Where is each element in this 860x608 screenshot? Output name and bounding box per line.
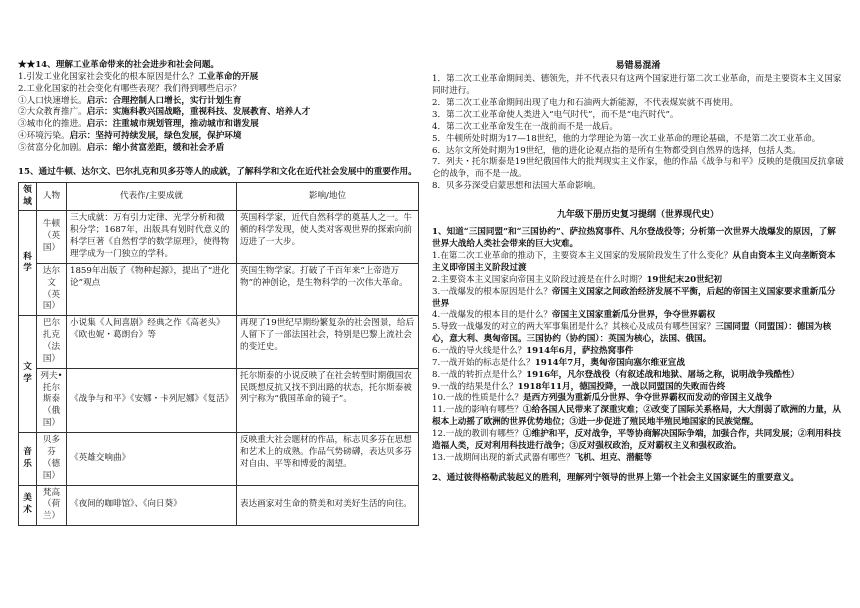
list-item: 2.主要资本主义国家向帝国主义阶段过渡是在什么时期？19世纪末20世纪初 — [432, 274, 722, 285]
list-item: 5.导致一战爆发的对立的两大军事集团是什么？其核心及成员有哪些国家？三国同盟（同盟国）：德国为核心，意大利、奥匈帝国。三国协约（协约国）：英国为核心，法国、俄国。 — [432, 322, 832, 345]
table-row — [19, 433, 419, 485]
list-item: 9.一战的结果是什么？1918年11月，德国投降，一战以同盟国的失败而告终 — [432, 381, 726, 392]
q14-question-1: 1.引发工业化国家社会变化的根本原因是什么？工业革命的开展 — [18, 71, 259, 82]
errors-title: 易错易混淆 — [615, 61, 661, 71]
header-works: 代表作/主要成就 — [67, 182, 237, 211]
list-item: 1.在第二次工业革命的推动下，主要资本主义国家的发展阶段发生了什么变化？从自由资本主义向垄断资本主义即帝国主义阶段过渡 — [432, 251, 836, 273]
table-row — [19, 211, 419, 263]
table-row — [19, 485, 419, 526]
list-item: ⑤贫富分化加剧。启示：缩小贫富差距，缓和社会矛盾 — [18, 143, 225, 154]
impact-cell: 英国生物学家。打破了千百年来“上帝造万物”的神创论，是生物科学的一次伟大革命。 — [237, 263, 419, 315]
outline-title: 九年级下册历史复习提纲（世界现代史） — [556, 210, 719, 220]
list-item: 11.一战的影响有哪些？①给各国人民带来了深重灾难；②改变了国际关系格局，大大削弱了欧洲的力量，从根本上动摇了欧洲的世界优势地位；③进一步促进了殖民地半殖民地国家的民族觉醒。 — [432, 405, 841, 428]
list-item: 4.一战爆发的根本目的是什么？帝国主义国家重新瓜分世界，争夺世界霸权 — [432, 310, 716, 321]
list-item: 5．牛顿所处时期为17—18世纪，他的力学理论为第一次工业革命的理论基础，不是第二次工业革命。 — [432, 133, 821, 144]
list-item: 6.一战的导火线是什么？1914年6月，萨拉热窝事件 — [432, 346, 634, 356]
impact-cell: 英国科学家，近代自然科学的奠基人之一。牛顿的科学发现，使人类对客观世界的探索向前迈进了一大步。 — [237, 211, 419, 263]
person-cell: 贝多芬（德国） — [37, 433, 67, 485]
list-item: 12.一战的教训有哪些？①维护和平，反对战争，平等协商解决国际争端，加强合作，共同发展；②利用科技造福人类，反对利用科技进行战争；③反对强权政治，反对霸权主义和强权政治。 — [432, 429, 841, 451]
works-cell: 《夜间的咖啡馆》、《向日葵》 — [67, 485, 237, 526]
works-cell: 小说集《人间喜剧》经典之作《高老头》《欧也妮・葛朗台》等 — [67, 316, 237, 368]
table-header-row — [19, 182, 419, 211]
works-cell: 《战争与和平》《安娜・卡列尼娜》《复活》 — [67, 368, 237, 432]
list-item: 13.一战期间出现的新式武器有哪些？飞机、坦克、潜艇等 — [432, 452, 652, 463]
culture-table — [18, 182, 419, 526]
works-cell: 1859年出版了《物种起源》，提出了“进化论”观点 — [67, 263, 237, 315]
person-cell: 列夫•托尔斯泰（俄国） — [37, 368, 67, 432]
person-cell: 梵高（荷兰） — [37, 485, 67, 526]
person-cell: 巴尔扎克（法国） — [37, 316, 67, 368]
list-item: 8.一战的转折点是什么？1916年，凡尔登战役（有叙述战和地狱、屠场之称，说明战争残酷性） — [432, 369, 800, 380]
header-impact: 影响/地位 — [237, 182, 419, 211]
category-science: 科学 — [19, 211, 37, 316]
person-cell: 达尔文（英国） — [37, 263, 67, 315]
list-item: ①人口快速增长。启示：合理控制人口增长，实行计划生育 — [18, 95, 242, 106]
list-item: ③城市化的推进。启示：注重城市规划管理，推动城市和谐发展 — [18, 119, 259, 130]
table-row — [19, 316, 419, 368]
q14-answer-1: 工业革命的开展 — [198, 71, 259, 82]
table-row — [19, 263, 419, 315]
list-item: 7.一战开始的标志是什么？1914年7月，奥匈帝国向塞尔维亚宣战 — [432, 357, 685, 368]
list-item: 6．达尔文所处时期为19世纪，他的进化论观点指的是所有生物都受到自然界的选择，包括人类。 — [432, 145, 801, 156]
list-item: 3.一战爆发的根本原因是什么？帝国主义国家之间政治经济发展不平衡，后起的帝国主义国家要求重新瓜分世界 — [432, 286, 836, 309]
list-item: 4．第二次工业革命发生在一战前而不是一战后。 — [432, 121, 618, 132]
q14-list — [18, 96, 418, 155]
list-item: 1．第二次工业革命期间美、德领先，并不代表只有这两个国家进行第二次工业革命，而是主要资本主义国家同时进行。 — [432, 74, 842, 97]
list-item: ④环境污染。启示：坚持可持续发展，绿色发展，保护环境 — [18, 131, 242, 142]
table-row — [19, 368, 419, 432]
list-item: ②大众教育推广。启示：实施科教兴国战略，重视科技、发展教育、培养人才 — [18, 107, 311, 118]
category-literature: 文学 — [19, 316, 37, 433]
q1-title: 1、知道“三国同盟”和“三国协约”、萨拉热窝事件、凡尔登战役等；分析第一次世界大战爆发的原因，了解世界大战给人类社会带来的巨大灾难。 — [432, 227, 836, 250]
impact-cell: 表达画家对生命的赞美和对美好生活的向往。 — [237, 485, 419, 526]
person-cell: 牛顿（英国） — [37, 211, 67, 263]
q14-question-2: 2.工业化国家的社会变化有哪些表现？我们得到哪些启示？ — [18, 83, 242, 94]
left-column — [18, 60, 418, 526]
header-field: 领域 — [19, 182, 37, 211]
header-person: 人物 — [37, 182, 67, 211]
q14-title: ★★14、理解工业革命带来的社会进步和社会问题。 — [18, 60, 220, 70]
list-item: 8．贝多芬深受启蒙思想和法国大革命影响。 — [432, 181, 601, 192]
q2-title: 2、通过彼得格勒武装起义的胜利，理解列宁领导的世界上第一个社会主义国家诞生的重要意义。 — [432, 472, 799, 483]
category-art: 美术 — [19, 485, 37, 526]
list-item: 2．第二次工业革命期间出现了电力和石油两大新能源，不代表煤炭就不再使用。 — [432, 98, 739, 109]
works-cell: 三大成就：万有引力定律、光学分析和微积分学；1687年，出版具有划时代意义的科学巨著《自然哲学的数学原理》，使得物理学成为一门独立的学科。 — [67, 211, 237, 263]
impact-cell: 托尔斯泰的小说反映了在社会转型时期俄国农民既想反抗又找不到出路的状态，托尔斯泰被列宁称为“俄国革命的镜子”。 — [237, 368, 419, 432]
q15-title: 15、通过牛顿、达尔文、巴尔扎克和贝多芬等人的成就，了解科学和文化在近代社会发展中的重要作用。 — [18, 166, 417, 177]
category-music: 音乐 — [19, 433, 37, 485]
impact-cell: 反映重大社会题材的作品，标志贝多芬在思想和艺术上的成熟。作品气势磅礴，表达贝多芬对自由、平等和博爱的渴望。 — [237, 433, 419, 485]
works-cell: 《英雄交响曲》 — [67, 433, 237, 485]
list-item: 7．列夫・托尔斯泰是19世纪俄国伟大的批判现实主义作家，他的作品《战争与和平》反映的是俄国反抗拿破仑的战争，而不是一战。 — [432, 157, 844, 180]
list-item: 3．第二次工业革命使人类进入“电气时代”，而不是“电汽时代”。 — [432, 109, 679, 120]
list-item: 10.一战的性质是什么？是西方列强为重新瓜分世界、争夺世界霸权而发动的帝国主义战争 — [432, 393, 773, 404]
q1-list — [432, 251, 844, 464]
right-column — [432, 60, 844, 484]
impact-cell: 再现了19世纪早期纷繁复杂的社会图景，给后人留下了一部法国社会，特别是巴黎上流社会的变迁史。 — [237, 316, 419, 368]
errors-list — [432, 74, 844, 193]
